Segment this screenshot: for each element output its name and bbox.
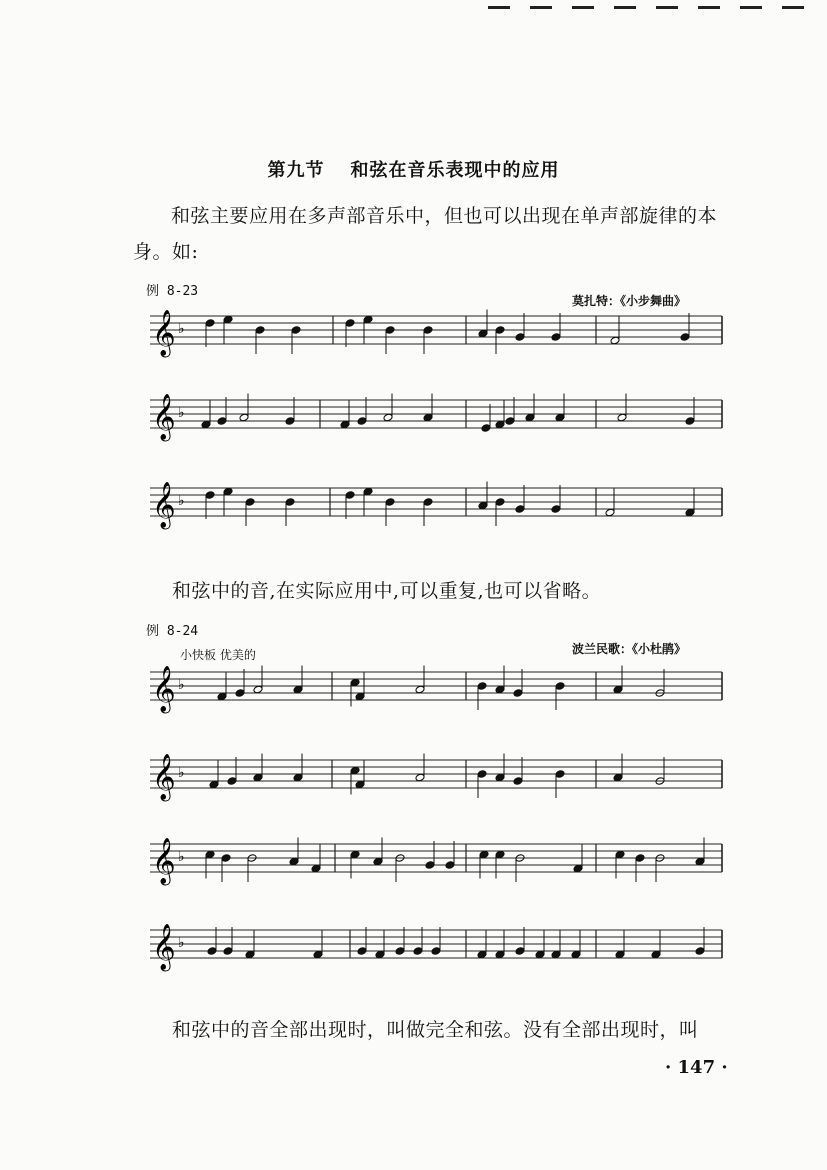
paragraph-2: 和弦中的音,在实际应用中,可以重复,也可以省略。 — [172, 580, 602, 602]
note-head — [311, 864, 321, 873]
note-head — [615, 850, 625, 859]
note-head — [253, 773, 263, 782]
note-head — [515, 947, 525, 956]
tempo-marking: 小快板 优美的 — [180, 648, 256, 662]
note-head — [235, 689, 245, 698]
note-head — [571, 950, 581, 959]
staff-system — [150, 924, 722, 972]
section-number: 第九节 — [267, 160, 325, 181]
note-head — [350, 678, 360, 687]
note-head — [445, 861, 455, 870]
flat-icon: ♭ — [178, 405, 185, 421]
note-head — [350, 850, 360, 859]
note-head — [293, 773, 303, 782]
note-head — [223, 947, 233, 956]
treble-clef-icon: 𝄞 — [152, 754, 176, 800]
note-head — [495, 685, 505, 694]
note-head — [695, 947, 705, 956]
example-credit: 波兰民歌：《小杜鹃》 — [572, 642, 687, 656]
note-head — [350, 766, 360, 775]
note-head — [495, 950, 505, 959]
note-head — [651, 950, 661, 959]
staff-system — [150, 754, 722, 803]
note-head — [415, 685, 425, 694]
note-head — [209, 780, 219, 789]
note-head — [613, 773, 623, 782]
example-label: 例 8-24 — [146, 624, 199, 639]
flat-icon: ♭ — [178, 493, 185, 509]
page-number: · 147 · — [665, 1057, 728, 1078]
note-head — [555, 770, 565, 779]
section-title: 和弦在音乐表现中的应用 — [350, 160, 560, 181]
treble-clef-icon: 𝄞 — [152, 394, 176, 440]
example-credit: 莫扎特：《小步舞曲》 — [572, 294, 687, 308]
note-head — [293, 685, 303, 694]
flat-icon: ♭ — [178, 935, 185, 951]
note-head — [355, 692, 365, 701]
note-head — [513, 777, 523, 786]
note-head — [615, 950, 625, 959]
flat-icon: ♭ — [178, 321, 185, 337]
note-head — [313, 950, 323, 959]
note-head — [479, 850, 489, 859]
staff-system — [150, 838, 722, 887]
note-head — [227, 777, 237, 786]
note-head — [477, 950, 487, 959]
flat-icon: ♭ — [178, 677, 185, 693]
flat-icon: ♭ — [178, 765, 185, 781]
treble-clef-icon: 𝄞 — [152, 482, 176, 528]
paragraph-3: 和弦中的音全部出现时，叫做完全和弦。没有全部出现时，叫 — [172, 1019, 699, 1041]
note-head — [373, 857, 383, 866]
paragraph-1: 和弦主要应用在多声部音乐中，但也可以出现在单声部旋律的本身。如: — [133, 205, 718, 263]
note-head — [495, 773, 505, 782]
note-head — [425, 861, 435, 870]
note-head — [205, 850, 215, 859]
note-head — [375, 950, 385, 959]
note-head — [289, 857, 299, 866]
treble-clef-icon: 𝄞 — [152, 310, 176, 356]
staff-system — [150, 666, 722, 715]
treble-clef-icon: 𝄞 — [152, 924, 176, 970]
note-head — [207, 947, 217, 956]
note-head — [477, 770, 487, 779]
note-head — [245, 950, 255, 959]
note-head — [477, 682, 487, 691]
treble-clef-icon: 𝄞 — [152, 666, 176, 712]
note-head — [555, 682, 565, 691]
flat-icon: ♭ — [178, 849, 185, 865]
note-head — [513, 689, 523, 698]
note-head — [357, 947, 367, 956]
note-head — [415, 773, 425, 782]
note-head — [395, 947, 405, 956]
treble-clef-icon: 𝄞 — [152, 838, 176, 884]
note-head — [551, 950, 561, 959]
note-head — [613, 685, 623, 694]
example-label: 例 8-23 — [146, 284, 199, 299]
note-head — [355, 780, 365, 789]
note-head — [253, 685, 263, 694]
note-head — [573, 864, 583, 873]
note-head — [221, 854, 231, 863]
note-head — [413, 947, 423, 956]
note-head — [695, 857, 705, 866]
note-head — [495, 850, 505, 859]
note-head — [431, 947, 441, 956]
note-head — [217, 692, 227, 701]
note-head — [535, 950, 545, 959]
note-head — [635, 854, 645, 863]
